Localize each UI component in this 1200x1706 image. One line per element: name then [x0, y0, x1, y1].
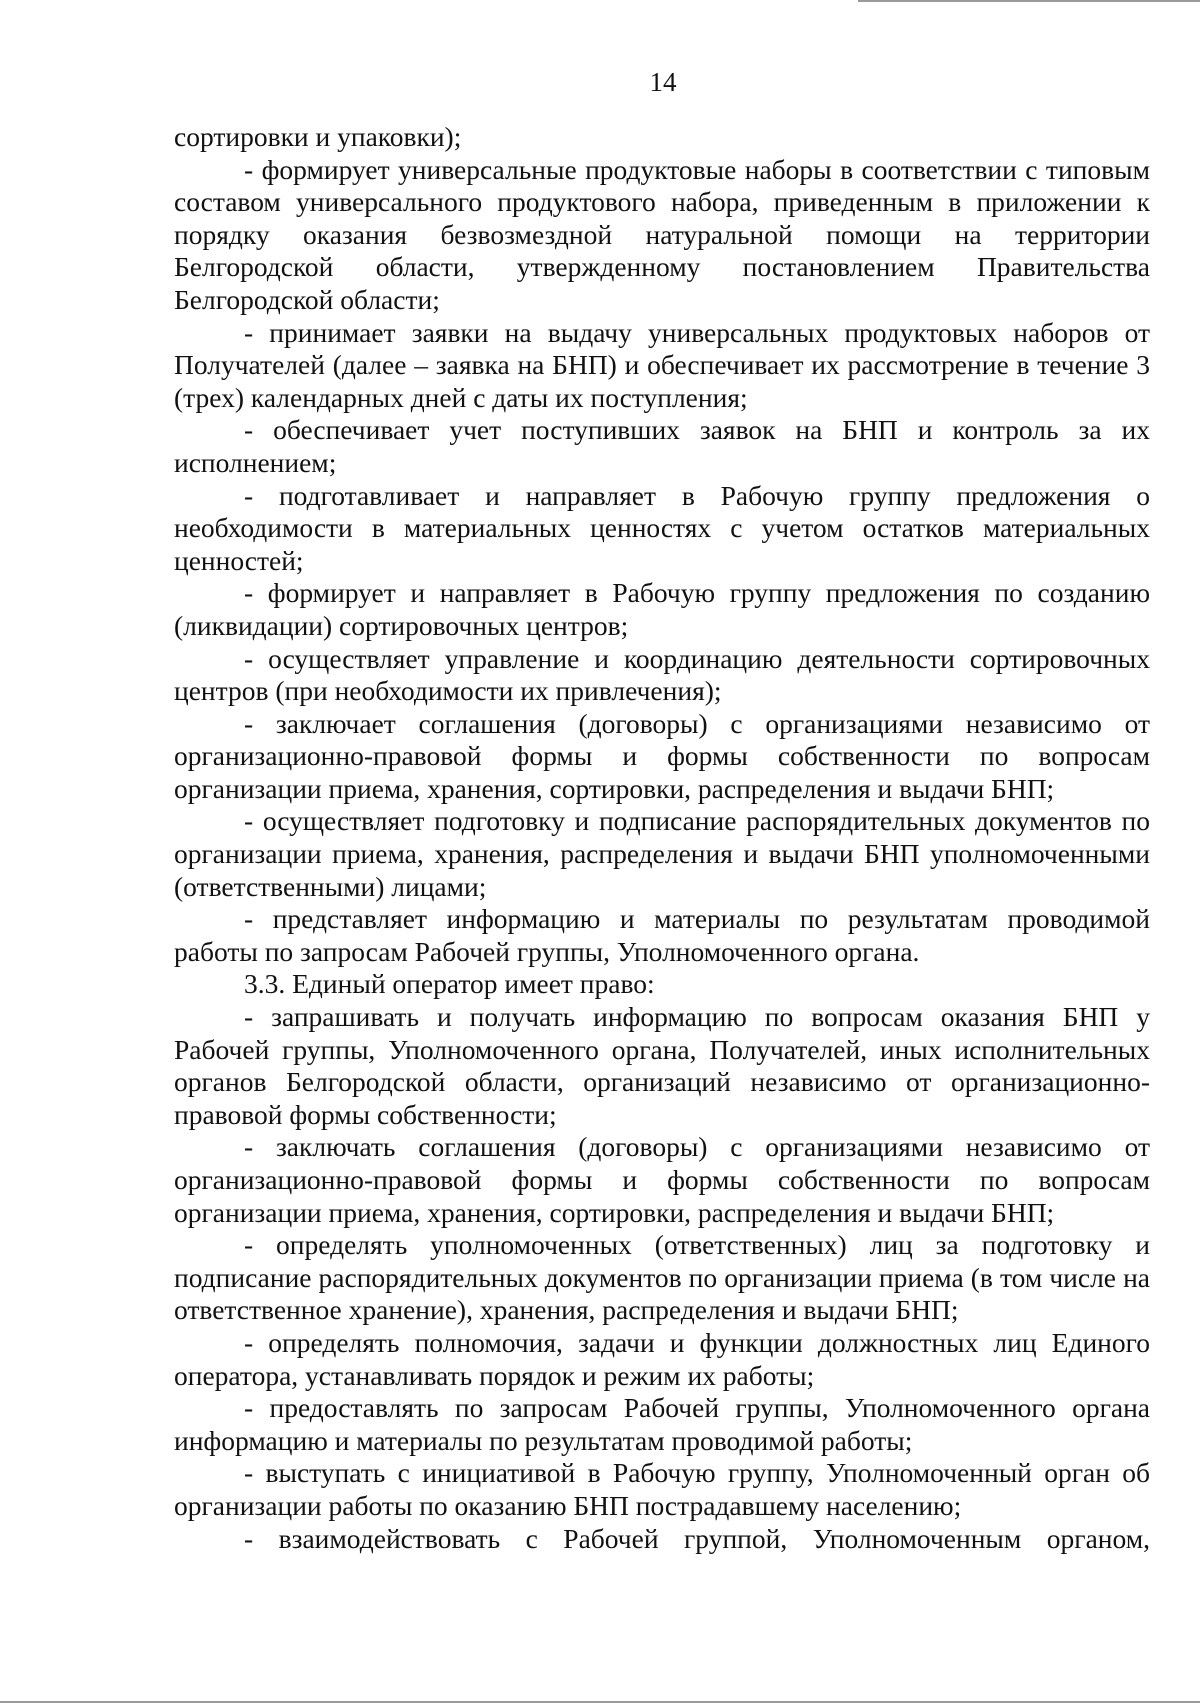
- paragraph: - заключает соглашения (договоры) с организациями независимо от организационно-правовой формы и формы собственности по вопросам организации приема, хранения, сортировки, распределения и выдачи БНП;: [174, 707, 1150, 804]
- paragraph: - формирует универсальные продуктовые наборы в соответствии с типовым составом универсального продуктового набора, приведенным в приложении к порядку оказания безвозмездной натуральной помощи на территории Белгородской области, утвержденному постановлением Правительства Белгородской области;: [174, 153, 1150, 315]
- page-number: 14: [649, 67, 677, 97]
- paragraph: - принимает заявки на выдачу универсальных продуктовых наборов от Получателей (далее – заявка на БНП) и обеспечивает их рассмотрение в течение 3 (трех) календарных дней с даты их поступления;: [174, 316, 1150, 413]
- paragraph: - представляет информацию и материалы по результатам проводимой работы по запросам Рабочей группы, Уполномоченного органа.: [174, 903, 1150, 967]
- paragraph: - заключать соглашения (договоры) с организациями независимо от организационно-правовой формы и формы собственности по вопросам организации приема, хранения, сортировки, распределения и выдачи БНП;: [174, 1131, 1150, 1228]
- scan-edge-bottom: [0, 1701, 1200, 1703]
- paragraph: - определять уполномоченных (ответственных) лиц за подготовку и подписание распорядительных документов по организации приема (в том числе на ответственное хранение), хранения, распределения и выдачи БНП;: [174, 1229, 1150, 1326]
- paragraph: - обеспечивает учет поступивших заявок на БНП и контроль за их исполнением;: [174, 414, 1150, 478]
- paragraph: - осуществляет управление и координацию деятельности сортировочных центров (при необходимости их привлечения);: [174, 642, 1150, 707]
- paragraph: - запрашивать и получать информацию по вопросам оказания БНП у Рабочей группы, Уполномоченного органа, Получателей, иных исполнительных органов Белгородской области, организаций независимо от организационно-правовой формы собственности;: [174, 1001, 1150, 1130]
- paragraph: - подготавливает и направляет в Рабочую группу предложения о необходимости в материальных ценностях с учетом остатков материальных ценностей;: [174, 479, 1150, 576]
- paragraph: - осуществляет подготовку и подписание распорядительных документов по организации приема, хранения, распределения и выдачи БНП уполномоченными (ответственными) лицами;: [174, 805, 1150, 902]
- paragraph: - предоставлять по запросам Рабочей группы, Уполномоченного органа информацию и материалы по результатам проводимой работы;: [174, 1392, 1150, 1456]
- document-body: [174, 121, 1150, 1555]
- paragraph: - выступать с инициативой в Рабочую группу, Уполномоченный орган об организации работы по оказанию БНП пострадавшему населению;: [174, 1457, 1150, 1521]
- paragraph: сортировки и упаковки);: [174, 121, 462, 152]
- paragraph: - взаимодействовать с Рабочей группой, Уполномоченным органом,: [244, 1522, 1150, 1554]
- paragraph: - определять полномочия, задачи и функции должностных лиц Единого оператора, устанавливать порядок и режим их работы;: [174, 1326, 1150, 1391]
- paragraph: 3.3. Единый оператор имеет право:: [244, 968, 655, 1000]
- scan-edge-top: [858, 0, 1200, 2]
- paragraph: - формирует и направляет в Рабочую группу предложения по созданию (ликвидации) сортировочных центров;: [174, 577, 1150, 641]
